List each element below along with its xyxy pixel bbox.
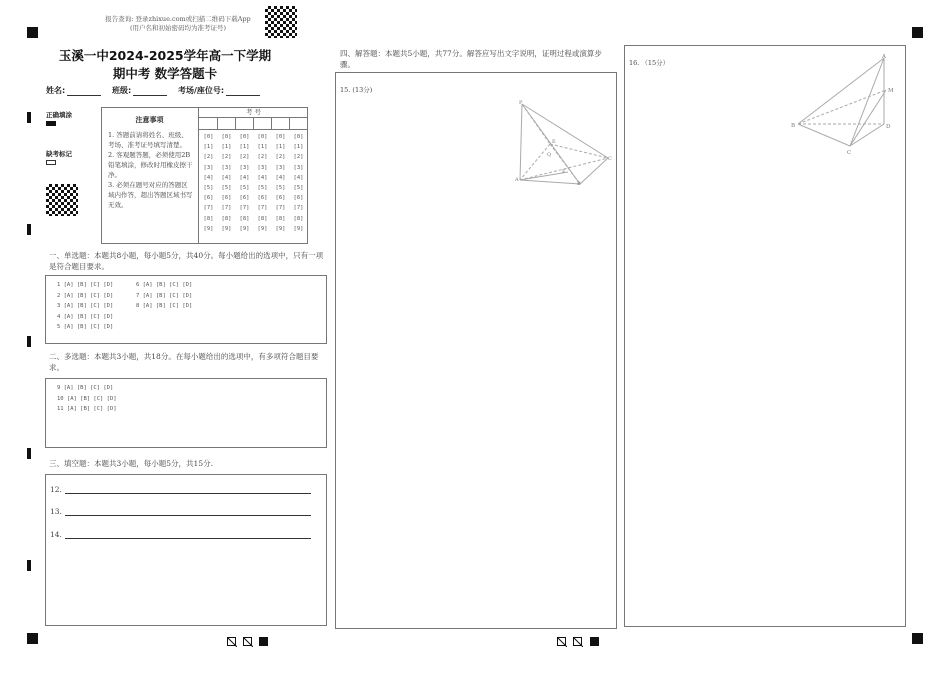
timing-mark [27, 633, 38, 644]
timing-mark [27, 224, 31, 235]
exam-digit-bubble[interactable]: [0] [293, 134, 304, 140]
section1-col2[interactable] [136, 282, 192, 314]
fill-blank-13[interactable] [65, 515, 311, 516]
exam-digit-bubble[interactable]: [1] [203, 144, 214, 151]
qr-code [46, 184, 78, 216]
exam-digit-bubble[interactable]: [9] [293, 225, 304, 232]
exam-digit-column[interactable] [200, 134, 217, 236]
section2-rows[interactable] [57, 385, 117, 417]
report-line-2: (用户名和初始密码均为准考证号) [129, 24, 227, 32]
fig15-label: C [608, 156, 612, 162]
fill-blank-14[interactable] [65, 538, 311, 539]
exam-digit-bubble[interactable]: [8] [275, 215, 286, 222]
filled-box [590, 637, 599, 646]
exam-digit-column[interactable] [272, 134, 289, 236]
section4-heading: 四、解答题：本题共5小题，共77分。解答应写出文字说明，证明过程或演算步骤。 [340, 49, 602, 69]
name-label: 姓名: [46, 86, 66, 95]
notice-item: 3. 必须在题号对应的答题区域内作答，超出答题区域书写无效。 [108, 181, 193, 209]
correct-fill-sample [46, 121, 56, 126]
exam-digit-bubble[interactable]: [9] [221, 225, 232, 232]
fill-item-label: 12. [50, 485, 62, 494]
exam-number-heading: 考 号 [199, 107, 308, 118]
exam-digit-bubble[interactable]: [7] [293, 205, 304, 212]
fig15-label: E [552, 139, 556, 145]
exam-digit-column[interactable] [236, 134, 253, 236]
exam-digit-bubble[interactable]: [4] [239, 174, 250, 181]
exam-digit-bubble[interactable]: [3] [257, 164, 268, 171]
mc-row[interactable]: 4 [A] [B] [C] [D] [57, 313, 114, 320]
exam-digit-bubble[interactable]: [9] [275, 225, 286, 232]
title-line-1: 玉溪一中2024-2025学年高一下学期 [58, 48, 272, 63]
exam-digit-bubble[interactable]: [0] [275, 134, 286, 140]
exam-digit-bubble[interactable]: [5] [239, 184, 250, 191]
slash-box [557, 637, 566, 646]
section2-heading: 二、多选题：本题共3小题，共18分。在每小题给出的选项中，有多项符合题目要求。 [49, 352, 319, 372]
exam-digit-bubble[interactable]: [4] [221, 174, 232, 181]
section3-heading: 三、填空题：本题共3小题，每小题5分，共15分. [49, 459, 213, 468]
notice-heading: 注意事项 [135, 116, 164, 124]
mc-row[interactable]: 6 [A] [B] [C] [D] [136, 282, 193, 288]
exam-digit-bubble[interactable]: [8] [221, 215, 232, 222]
fig15-label: F [562, 169, 566, 175]
exam-digit-bubble[interactable]: [5] [221, 184, 232, 191]
exam-digit-bubble[interactable]: [1] [293, 144, 304, 151]
fill-item-label: 13. [50, 507, 62, 516]
timing-mark [27, 448, 31, 459]
exam-digit-column[interactable] [218, 134, 235, 236]
correct-fill-label: 正确填涂 [46, 111, 72, 119]
fig16-label: D [886, 124, 891, 130]
absent-mark-label: 缺考标记 [46, 150, 72, 158]
exam-digit-bubble[interactable]: [3] [221, 164, 232, 171]
timing-mark [912, 27, 923, 38]
exam-digit-bubble[interactable]: [6] [221, 195, 232, 202]
qr-code [265, 6, 297, 38]
exam-digit-bubble[interactable]: [8] [239, 215, 250, 222]
report-info [88, 14, 268, 32]
fig16-label: M [888, 88, 894, 94]
exam-digit-bubble[interactable]: [2] [203, 154, 214, 161]
mc-row[interactable]: 11 [A] [B] [C] [D] [57, 406, 117, 412]
fig15-label: B [577, 181, 581, 186]
filled-box [259, 637, 268, 646]
mc-row[interactable]: 3 [A] [B] [C] [D] [57, 303, 114, 309]
exam-digit-bubble[interactable]: [8] [203, 215, 214, 222]
notice-item: 1. 答题前请将姓名、班级、考场、准考证号填写清楚。 [108, 131, 188, 149]
exam-digit-bubble[interactable]: [7] [275, 205, 286, 212]
exam-digit-bubble[interactable]: [7] [203, 205, 214, 212]
exam-digit-bubble[interactable]: [1] [221, 144, 232, 151]
exam-digit-bubble[interactable]: [6] [293, 195, 304, 202]
exam-digit-bubble[interactable]: [6] [239, 195, 250, 202]
exam-number-write-row[interactable] [199, 117, 308, 130]
section3-box [45, 474, 327, 626]
fill-blank-12[interactable] [65, 493, 311, 494]
exam-digit-bubble[interactable]: [7] [239, 205, 250, 212]
mc-row[interactable]: 2 [A] [B] [C] [D] [57, 292, 114, 299]
mc-row[interactable]: 5 [A] [B] [C] [D] [57, 324, 114, 330]
fig15-label: A [515, 177, 519, 183]
exam-digit-bubble[interactable]: [0] [239, 134, 250, 140]
timing-mark [912, 633, 923, 644]
slash-box [227, 637, 236, 646]
mc-row[interactable]: 8 [A] [B] [C] [D] [136, 303, 193, 309]
section1-heading: 一、单选题：本题共8小题，每小题5分，共40分。每小题给出的选项中，只有一项是符合题目要求。 [49, 251, 324, 271]
fig16-label: A [882, 54, 886, 60]
class-input[interactable] [133, 86, 167, 96]
section1-col1[interactable] [57, 282, 113, 335]
exam-digit-bubble[interactable]: [9] [239, 225, 250, 232]
timing-mark [27, 112, 31, 123]
exam-digit-bubble[interactable]: [7] [221, 205, 232, 212]
fill-item-label: 14. [50, 530, 62, 539]
slash-box [243, 637, 252, 646]
exam-digit-column[interactable] [254, 134, 271, 236]
exam-digit-bubble[interactable]: [6] [275, 195, 286, 202]
exam-digit-bubble[interactable]: [4] [257, 174, 268, 181]
exam-digit-bubble[interactable]: [3] [239, 164, 250, 171]
title-line-2: 期中考 数学答题卡 [112, 66, 218, 81]
fig16-label: C [847, 150, 852, 156]
figure-16 [788, 52, 900, 157]
exam-digit-bubble[interactable]: [3] [275, 164, 286, 171]
exam-digit-bubble[interactable]: [2] [239, 154, 250, 161]
exam-digit-bubble[interactable]: [1] [257, 144, 268, 151]
report-line-1: 报告查询: 登录zhixue.com或扫描二维码下载App [105, 15, 251, 23]
exam-digit-bubble[interactable]: [9] [257, 225, 268, 232]
exam-digit-bubble[interactable]: [2] [257, 154, 268, 161]
exam-digit-bubble[interactable]: [2] [221, 154, 232, 161]
seat-input[interactable] [226, 86, 260, 96]
exam-digit-bubble[interactable]: [6] [257, 195, 268, 202]
notice-area [101, 107, 199, 244]
mc-row[interactable]: 10 [A] [B] [C] [D] [57, 395, 117, 402]
timing-mark [27, 336, 31, 347]
timing-mark [27, 27, 38, 38]
exam-digit-column[interactable] [290, 134, 307, 236]
exam-digit-bubble[interactable]: [0] [221, 134, 232, 140]
figure-15 [510, 98, 615, 186]
name-input[interactable] [67, 86, 101, 96]
question-15-label: 15. (13分) [340, 86, 373, 94]
exam-digit-bubble[interactable]: [4] [275, 174, 286, 181]
exam-digit-bubble[interactable]: [8] [257, 215, 268, 222]
fig16-label: B [791, 123, 796, 129]
exam-digit-bubble[interactable]: [3] [293, 164, 304, 171]
seat-label: 考场/座位号: [178, 86, 225, 95]
timing-mark [27, 560, 31, 571]
exam-digit-bubble[interactable]: [3] [203, 164, 214, 171]
slash-box [573, 637, 582, 646]
question-16-label: 16. （15分） [629, 59, 670, 67]
exam-digit-bubble[interactable]: [2] [293, 154, 304, 161]
exam-digit-bubble[interactable]: [9] [203, 225, 214, 232]
mc-row[interactable]: 9 [A] [B] [C] [D] [57, 385, 114, 391]
exam-digit-bubble[interactable]: [2] [275, 154, 286, 161]
class-label: 班级: [112, 86, 132, 95]
exam-digit-bubble[interactable]: [4] [203, 174, 214, 181]
exam-digit-bubble[interactable]: [4] [293, 174, 304, 181]
exam-digit-bubble[interactable]: [6] [203, 195, 214, 202]
exam-digit-bubble[interactable]: [8] [293, 215, 304, 222]
notice-item: 2. 客观题答题，必须使用2B铅笔填涂，修改时用橡皮擦干净。 [108, 151, 193, 179]
exam-digit-bubble[interactable]: [5] [275, 184, 286, 191]
mc-row[interactable]: 7 [A] [B] [C] [D] [136, 292, 193, 299]
exam-digit-bubble[interactable]: [7] [257, 205, 268, 212]
page-title [50, 46, 280, 82]
exam-digit-bubble[interactable]: [5] [203, 184, 214, 191]
fig15-label: P [519, 100, 523, 106]
exam-digit-bubble[interactable]: [1] [275, 144, 286, 151]
exam-digit-bubble[interactable]: [0] [203, 134, 214, 140]
exam-digit-bubble[interactable]: [0] [257, 134, 268, 140]
student-fields [46, 85, 268, 96]
exam-digit-bubble[interactable]: [5] [293, 184, 304, 191]
absent-mark-box[interactable] [46, 160, 56, 165]
mc-row[interactable]: 1 [A] [B] [C] [D] [57, 282, 114, 288]
fig15-label: Q [547, 152, 552, 158]
exam-digit-bubble[interactable]: [1] [239, 144, 250, 151]
exam-digit-bubble[interactable]: [5] [257, 184, 268, 191]
